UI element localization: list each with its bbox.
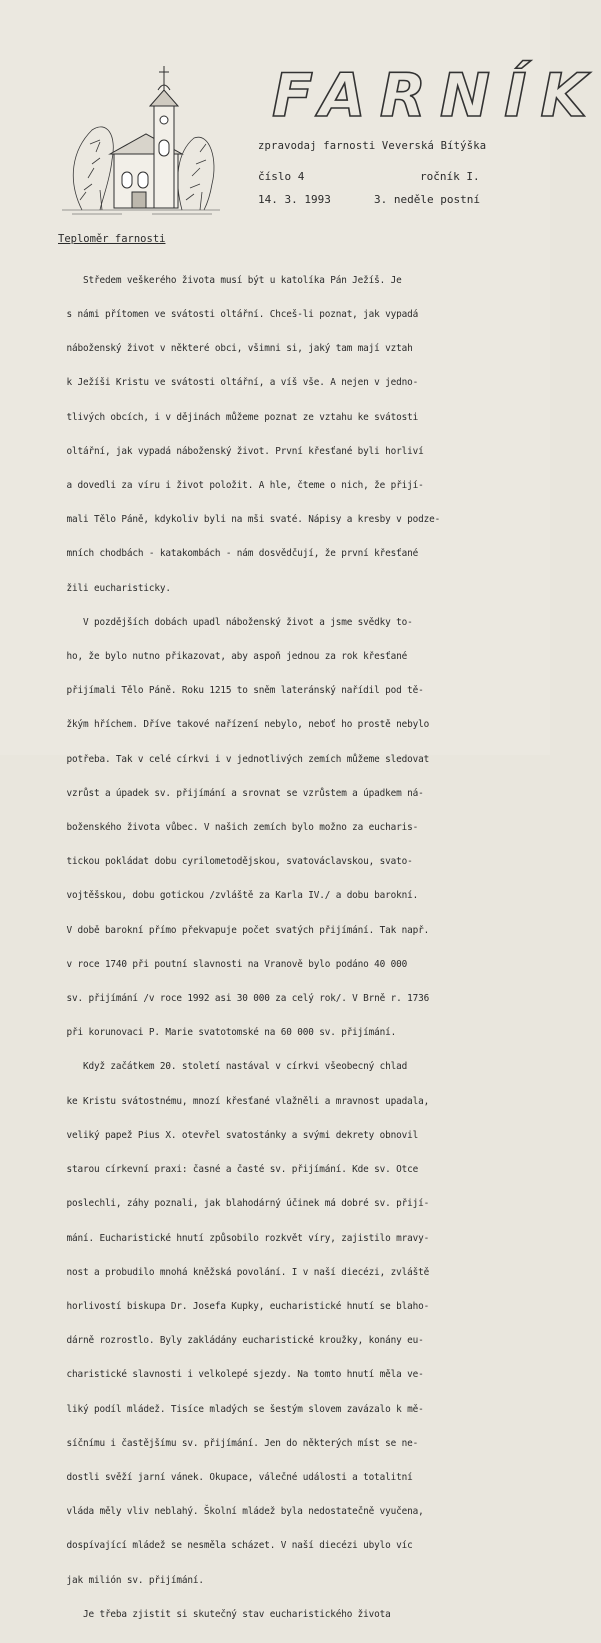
newsletter-title: FARNÍK: [272, 61, 601, 131]
article-line: boženského života vůbec. V našich zemích bylo možno za eucharis-: [50, 822, 419, 834]
article-line: s námi přítomen ve svátosti oltářní. Chceš-li poznat, jak vypadá: [50, 309, 419, 321]
article-line: Když začátkem 20. století nastával v církvi všeobecný chlad: [50, 1061, 408, 1073]
article-line: jak milión sv. přijímání.: [50, 1574, 204, 1586]
article-line: síčnímu i častějšímu sv. přijímání. Jen do některých míst se ne-: [50, 1437, 419, 1449]
article-line: náboženský život v některé obci, všimni si, jaký tam mají vztah: [50, 343, 413, 355]
article-line: tlivých obcích, i v dějinách můžeme poznat ze vztahu ke svátosti: [50, 411, 419, 423]
article-line: ke Kristu svátostnému, mnozí křesťané vlažněli a mravnost upadala,: [50, 1095, 430, 1107]
issue-date: 14. 3. 1993: [258, 193, 331, 206]
article-line: starou církevní praxi: časné a časté sv. přijímání. Kde sv. Otce: [50, 1164, 419, 1176]
article-line: vojtěšskou, dobu gotickou /zvláště za Karla IV./ a dobu barokní.: [50, 890, 419, 902]
article-line: veliký papež Pius X. otevřel svatostánky a svými dekrety obnovil: [50, 1129, 419, 1141]
article-line: dospívající mládež se nesměla scházet. V naší diecézi ubylo víc: [50, 1540, 413, 1552]
article-line: dárně rozrostlo. Byly zakládány eucharistické kroužky, konány eu-: [50, 1335, 424, 1347]
article-line: tickou pokládat dobu cyrilometodějskou, svatováclavskou, svato-: [50, 856, 413, 868]
article-line: liký podíl mládež. Tisíce mladých se šestým slovem zavázalo k mě-: [50, 1403, 424, 1415]
article-body: [50, 252, 522, 1643]
article-line: při korunovaci P. Marie svatotomské na 60 000 sv. přijímání.: [50, 1027, 397, 1039]
article-line: vzrůst a úpadek sv. přijímání a srovnat se vzrůstem a úpadkem ná-: [50, 787, 424, 799]
article-line: horlivostí biskupa Dr. Josefa Kupky, eucharistické hnutí se blaho-: [50, 1300, 430, 1312]
article-line: mali Tělo Páně, kdykoliv byli na mši svaté. Nápisy a kresby v podze-: [50, 514, 441, 526]
volume-number: ročník I.: [420, 170, 480, 183]
issue-number: číslo 4: [258, 170, 305, 183]
article-line: dostli svěží jarní vánek. Okupace, válečné události a totalitní: [50, 1471, 413, 1483]
article-line: charistické slavnosti i velkolepé sjezdy. Na tomto hnutí měla ve-: [50, 1369, 424, 1381]
article-line: Je třeba zjistit si skutečný stav eucharistického života: [50, 1608, 391, 1620]
article-line: potřeba. Tak v celé církvi i v jednotlivých zemích můžeme sledovat: [50, 753, 430, 765]
article-line: žkým hříchem. Dříve takové nařízení nebylo, neboť ho prostě nebylo: [50, 719, 430, 731]
liturgical-sunday: 3. neděle postní: [374, 193, 480, 206]
article-line: Středem veškerého života musí být u katolíka Pán Ježíš. Je: [50, 274, 402, 286]
article-line: mních chodbách - katakombách - nám dosvědčují, že první křesťané: [50, 548, 419, 560]
article-line: nost a probudilo mnohá kněžská povolání. I v naší diecézi, zvláště: [50, 1266, 430, 1278]
article-line: V pozdějších dobách upadl náboženský život a jsme svědky to-: [50, 616, 413, 628]
article-line: mání. Eucharistické hnutí způsobilo rozkvět víry, zajistilo mravy-: [50, 1232, 430, 1244]
article-line: oltářní, jak vypadá náboženský život. První křesťané byli horliví: [50, 445, 424, 457]
article-line: a dovedli za víru i život položit. A hle, čteme o nich, že přijí-: [50, 480, 424, 492]
church-illustration: [62, 60, 220, 218]
article-line: vláda měly vliv neblahý. Školní mládež byla nedostatečně vyučena,: [50, 1506, 424, 1518]
article-line: přijímali Tělo Páně. Roku 1215 to sněm lateránský nařídil pod tě-: [50, 685, 424, 697]
article-line: v roce 1740 při poutní slavnosti na Vranově bylo podáno 40 000: [50, 958, 408, 970]
article-line: poslechli, záhy poznali, jak blahodárný účinek má dobré sv. přijí-: [50, 1198, 430, 1210]
newsletter-subtitle: zpravodaj farnosti Veverská Bítýška: [258, 140, 487, 152]
article-line: ho, že bylo nutno přikazovat, aby aspoň jednou za rok křesťané: [50, 651, 408, 663]
article-line: V době barokní přímo překvapuje počet svatých přijímání. Tak např.: [50, 924, 430, 936]
article-title: Teploměr farnosti: [58, 233, 166, 245]
article-line: k Ježíši Kristu ve svátosti oltářní, a víš vše. A nejen v jedno-: [50, 377, 419, 389]
article-line: sv. přijímání /v roce 1992 asi 30 000 za celý rok/. V Brně r. 1736: [50, 993, 430, 1005]
article-line: žili eucharisticky.: [50, 582, 171, 594]
